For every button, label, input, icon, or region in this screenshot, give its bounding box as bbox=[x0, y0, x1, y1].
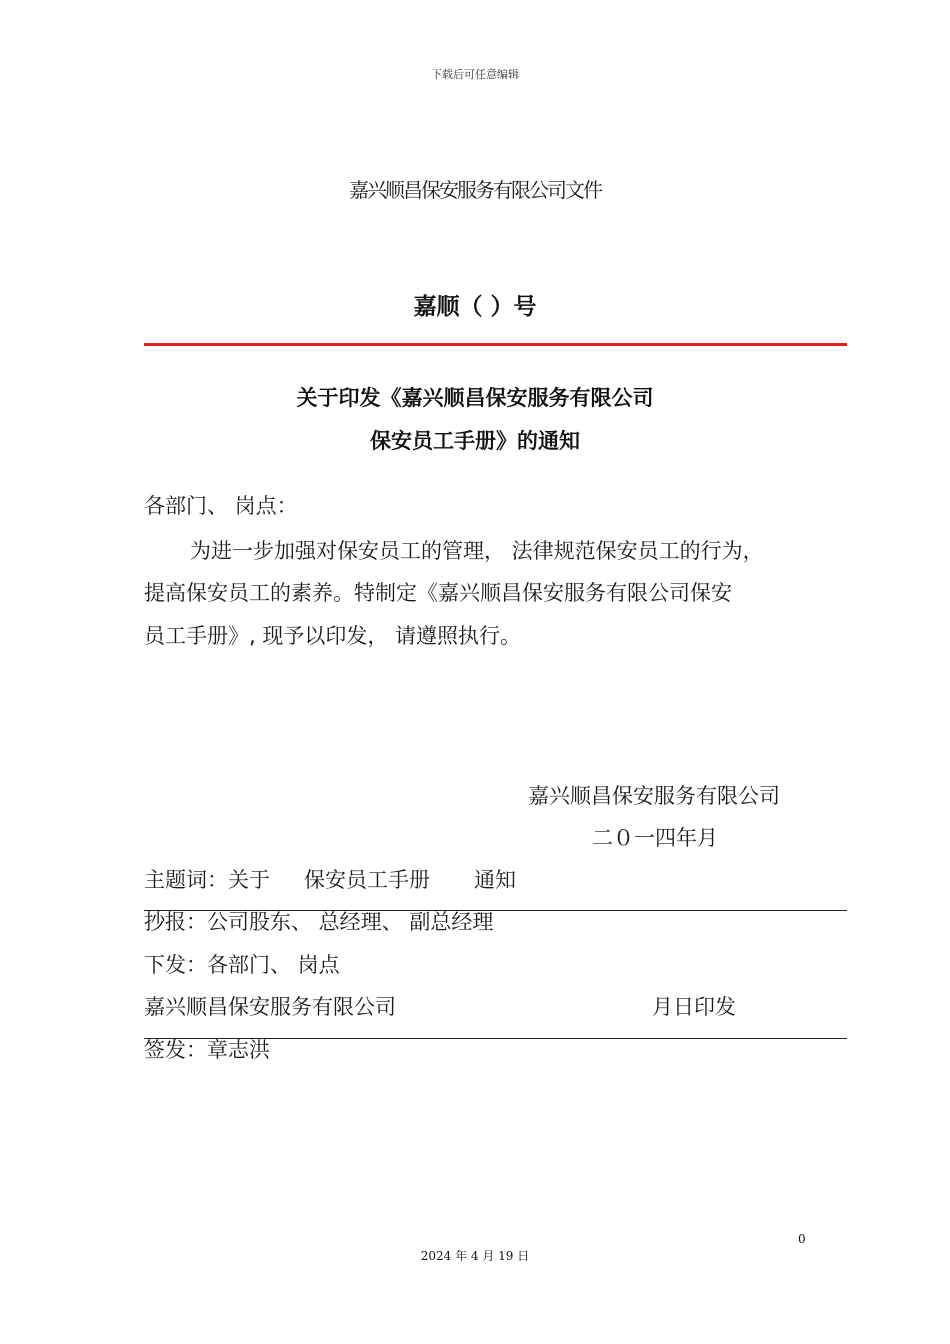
signature-company: 嘉兴顺昌保安服务有限公司 bbox=[528, 784, 780, 808]
footer-date: 2024 年 4 月 19 日 bbox=[420, 1249, 530, 1263]
print-date: 月日印发 bbox=[652, 995, 736, 1019]
subject-type: 通知 bbox=[474, 868, 516, 892]
notice-title-line-1: 关于印发《嘉兴顺昌保安服务有限公司 bbox=[296, 386, 654, 410]
signature-date: 二０一四年月 bbox=[592, 826, 718, 850]
cc-line: 抄报：公司股东、 总经理、 副总经理 bbox=[144, 910, 494, 934]
org-heading: 嘉兴顺昌保安服务有限公司文件 bbox=[349, 178, 601, 202]
printing-company: 嘉兴顺昌保安服务有限公司 bbox=[144, 995, 396, 1019]
subject-label: 主题词：关于 bbox=[144, 868, 270, 892]
red-divider bbox=[144, 343, 847, 346]
header-note: 下载后可任意编辑 bbox=[431, 68, 519, 81]
page-number: 0 bbox=[798, 1232, 806, 1246]
body-paragraph-line-2: 提高保安员工的素养。特制定《嘉兴顺昌保安服务有限公司保安 bbox=[144, 581, 732, 605]
subject-keywords bbox=[144, 864, 516, 894]
notice-title-line-2: 保安员工手册》的通知 bbox=[370, 429, 580, 453]
distribution-line: 下发：各部门、 岗点 bbox=[144, 953, 340, 977]
salutation: 各部门、 岗点： bbox=[144, 494, 298, 518]
body-paragraph-line-3: 员工手册》, 现予以印发， 请遵照执行。 bbox=[144, 624, 522, 648]
document-number: 嘉顺（ ）号 bbox=[413, 294, 537, 320]
body-paragraph-line-1: 为进一步加强对保安员工的管理， 法律规范保安员工的行为， bbox=[190, 539, 764, 563]
subject-keyword: 保安员工手册 bbox=[304, 868, 430, 892]
issuer-line: 签发：章志洪 bbox=[144, 1038, 270, 1062]
